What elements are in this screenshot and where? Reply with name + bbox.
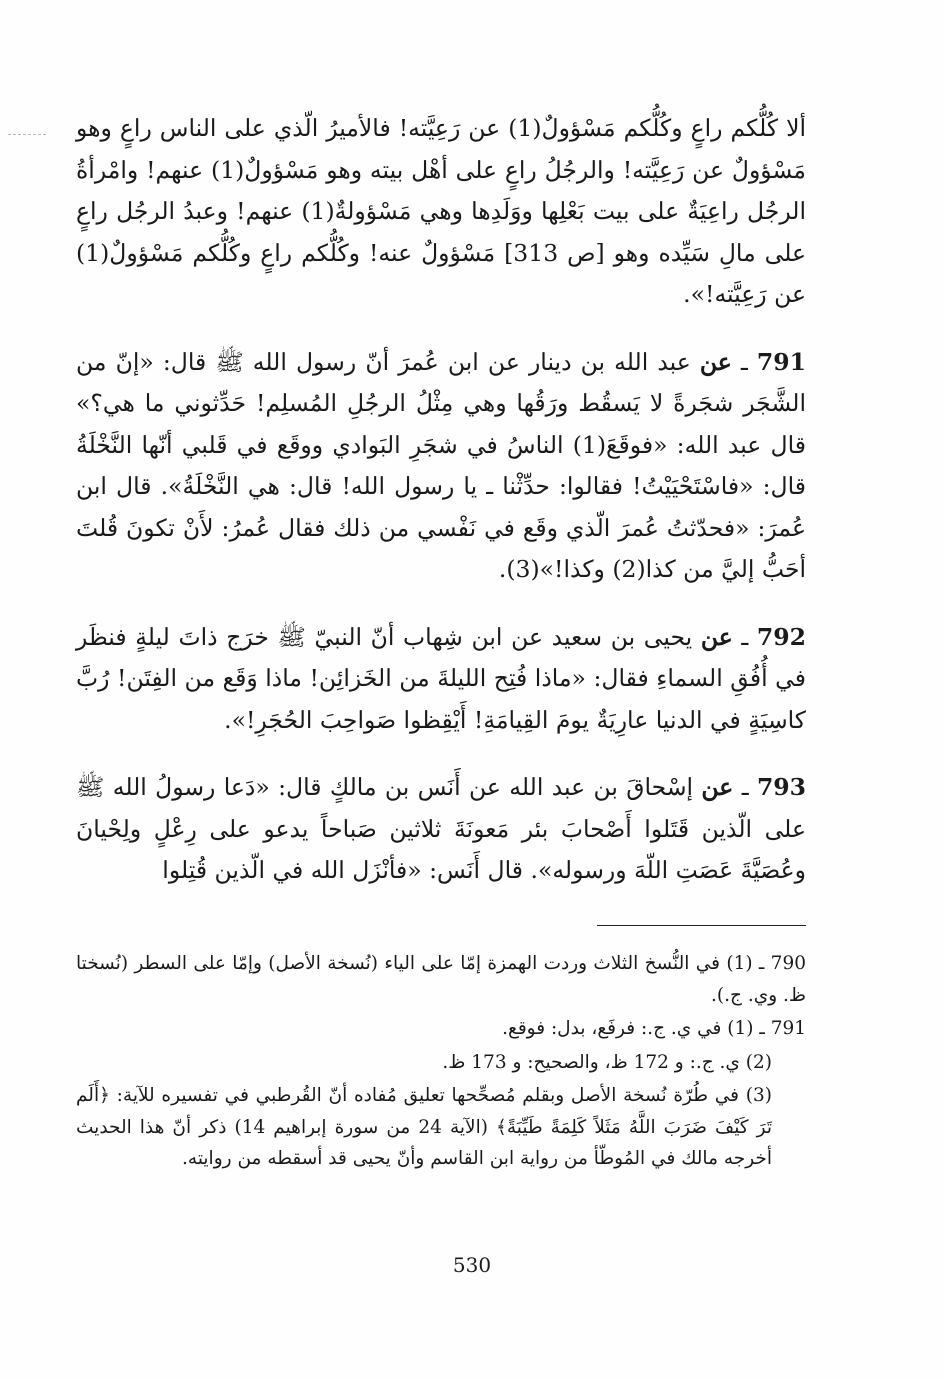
footnote-separator (597, 925, 806, 926)
hadith-792: 792 ـ عن يحيى بن سعيد عن ابن شِهاب أنّ النبيّ ﷺ خرَج ذاتَ ليلةٍ فنظَر في أُفُقِ السماءِ فقال: «ماذا فُتِح الليلةَ من الخَزائِن! ماذا وَقَع من الفِتَن! رُبَّ كاسِيَةٍ في الدنيا عارِيَةٌ يومَ القِيامَةِ! أَيْقِظوا صَواحِبَ الحُجَرِ!». (76, 622, 806, 734)
paragraph-text: يحيى بن سعيد عن ابن شِهاب أنّ النبيّ ﷺ خرَج ذاتَ ليلةٍ فنظَر في أُفُقِ السماءِ فقال: «ماذا فُتِح الليلةَ من الخَزائِن! ماذا وَقَع من الفِتَن! رُبَّ كاسِيَةٍ في الدنيا عارِيَةٌ يومَ القِيامَةِ! أَيْقِظوا صَواحِبَ الحُجَرِ!». (76, 622, 806, 734)
footnote-791-2: (2) ي. ج.: و 172 ظ، والصحيح: و 173 ظ. (442, 1051, 772, 1073)
hadith-791: 791 ـ عن عبد الله بن دينار عن ابن عُمرَ أنّ رسول الله ﷺ قال: «إنّ من الشَّجَر شجَرةً لا يَسقُط ورَقُها وهي مِثْلُ الرجُلِ المُسلِم! حَدِّثوني ما هي؟» قال عبد الله: «فوقَعَ(1) الناسُ في شجَرِ البَوادي ووقَع في قَلبي أنّها النَّخْلَةُ قال: «فاسْتَحْيَيْتُ! فقالوا: حدِّثْنا ـ يا رسول الله! قال: هي النَّخْلَةُ». قال ابن عُمرَ: «فحدّثتُ عُمرَ الّذي وقَع في نَفْسي من ذلك فقال عُمرُ: لأَنْ تكونَ قُلتَ أحَبُّ إليَّ من كذا(2) وكذا!»(3). (76, 347, 806, 583)
footnote-791-1: 791 ـ (1) في ي. ج.: فرفَع، بدل: فوقع. (502, 1018, 806, 1039)
footnote-790-1: 790 ـ (1) في النُّسخ الثلاث وردت الهمزة إمّا على الياء (نُسخة الأصل) وإمّا على السطر (نُسختا ظ. وي. ج.). (76, 953, 806, 1006)
scan-artifact-line (8, 134, 46, 135)
hadith-opening-word: عن (701, 773, 734, 801)
hadith-number: 792 (756, 622, 806, 651)
hadith-number: 791 (756, 347, 806, 376)
footnotes (76, 948, 806, 1177)
hadith-793: 793 ـ عن إسْحاقَ بن عبد الله عن أَنَس بن مالكٍ قال: «دَعا رسولُ الله ﷺ على الّذين قَتَلوا أَصْحابَ بئر مَعونَةَ ثلاثين صَباحاً يدعو على رِعْلٍ ولِحْيانَ وعُصَيَّةَ عَصَتِ اللّهَ ورسوله». قال أَنَس: «فأنْزَل الله في الّذين قُتِلوا (76, 773, 806, 884)
hadith-number: 793 (756, 773, 806, 801)
page-number: 530 (452, 1253, 492, 1277)
paragraph-text: ألا كُلُّكم راعٍ وكُلُّكم مَسْؤولٌ(1) عن رَعِيَّته! فالأميرُ الّذي على الناس راعٍ وهو مَسْؤولٌ عن رَعِيَّته! والرجُلُ راعٍ على أهْل بيته وهو مَسْؤولٌ(1) عنهم! وامْرأةُ الرجُل راعِيَةٌ على بيت بَعْلِها ووَلَدِها وهي مَسْؤولةٌ(1) عنهم! وعبدُ الرجُل راعٍ على مالِ سَيِّده وهو [ص 313] مَسْؤولٌ عنه! وكُلُّكم راعٍ وكُلُّكم مَسْؤولٌ(1) عن رَعِيَّته!». (76, 114, 807, 308)
hadith-opening-word: عن (700, 622, 733, 651)
main-text-body (76, 108, 806, 918)
paragraph-text: عبد الله بن دينار عن ابن عُمرَ أنّ رسول الله ﷺ قال: «إنّ من الشَّجَر شجَرةً لا يَسقُط ورَقُها وهي مِثْلُ الرجُلِ المُسلِم! حَدِّثوني ما هي؟» قال عبد الله: «فوقَعَ(1) الناسُ في شجَرِ البَوادي ووقَع في قَلبي أنّها النَّخْلَةُ قال: «فاسْتَحْيَيْتُ! فقالوا: حدِّثْنا ـ يا رسول الله! قال: هي النَّخْلَةُ». قال ابن عُمرَ: «فحدّثتُ عُمرَ الّذي وقَع في نَفْسي من ذلك فقال عُمرُ: لأَنْ تكونَ قُلتَ أحَبُّ إليَّ من كذا(2) وكذا!»(3). (76, 347, 806, 583)
hadith-790-continuation (76, 108, 806, 316)
paragraph-text: إسْحاقَ بن عبد الله عن أَنَس بن مالكٍ قال: «دَعا رسولُ الله ﷺ على الّذين قَتَلوا أَصْحابَ بئر مَعونَةَ ثلاثين صَباحاً يدعو على رِعْلٍ ولِحْيانَ وعُصَيَّةَ عَصَتِ اللّهَ ورسوله». قال أَنَس: «فأنْزَل الله في الّذين قُتِلوا (76, 773, 806, 884)
footnote-791-3: (3) في طُرّة نُسخة الأصل وبقلم مُصحِّحها تعليق مُفاده أنّ القُرطبي في تفسيره للآية: ﴿أَلَم تَرَ كَيْفَ ضَرَبَ اللَّهُ مَثَلاً كَلِمَةً طَيِّبَةً﴾ (الآية 24 من سورة إبراهيم 14) ذكر أنّ هذا الحديث أخرجه مالك في المُوطّأ من رواية ابن القاسم وأنّ يحيى قد أسقطه من روايته. (76, 1085, 772, 1169)
hadith-opening-word: عن (699, 347, 732, 376)
